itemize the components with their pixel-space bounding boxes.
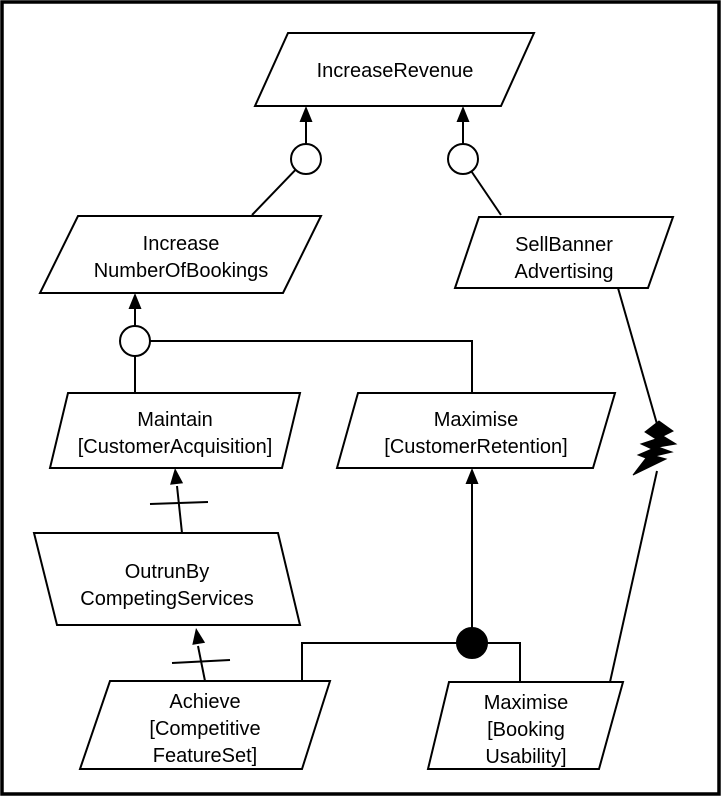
goal-label: NumberOfBookings xyxy=(93,260,269,282)
arrowhead-icon xyxy=(192,628,205,645)
edge-acquisition-retention-to-bookings xyxy=(120,293,472,393)
goal-label: FeatureSet] xyxy=(152,745,258,767)
goal-maximise-booking-usability xyxy=(428,682,623,769)
goal-label: Maximise xyxy=(483,692,569,714)
goal-label: Maintain xyxy=(137,409,213,431)
goal-label: Maximise xyxy=(433,409,519,431)
edge-line xyxy=(472,172,502,216)
goal-label: Advertising xyxy=(514,261,614,283)
or-refinement-circle-icon xyxy=(291,144,321,174)
edge-line xyxy=(177,486,182,533)
edge-bookings-to-revenue xyxy=(252,106,321,215)
arrowhead-icon xyxy=(170,468,183,485)
edge-line xyxy=(610,471,657,682)
goal-label: IncreaseRevenue xyxy=(316,60,474,82)
goal-label: [CustomerAcquisition] xyxy=(77,436,273,458)
obstacle-outrun-by-competing-services xyxy=(34,533,300,625)
goal-label: Increase xyxy=(142,233,220,255)
arrowhead-icon xyxy=(457,106,470,122)
conflict-advertising-usability xyxy=(610,288,676,682)
edge-line xyxy=(487,643,520,682)
obstruction-achieve-to-outrunby xyxy=(172,628,230,681)
edge-line xyxy=(302,643,457,681)
conflict-lightning-icon xyxy=(633,421,676,475)
goal-label: Achieve xyxy=(169,691,241,713)
edge-line xyxy=(618,288,657,424)
goal-label: [Booking xyxy=(487,719,565,741)
goal-increase-revenue xyxy=(255,33,534,106)
goal-label: SellBanner xyxy=(515,234,613,256)
and-refinement-junction xyxy=(302,468,520,682)
goal-increase-number-of-bookings xyxy=(40,216,321,293)
arrowhead-icon xyxy=(129,293,142,309)
goal-sell-banner-advertising xyxy=(455,217,673,288)
goal-maintain-customer-acquisition xyxy=(50,393,300,468)
edge-advertising-to-revenue xyxy=(448,106,501,215)
goal-achieve-competitive-feature-set xyxy=(80,681,330,769)
goal-label: [CustomerRetention] xyxy=(384,436,568,458)
obstacle-label: OutrunBy xyxy=(124,561,210,583)
obstruction-cross-bar xyxy=(150,502,208,504)
edge-line xyxy=(252,170,296,215)
goal-label: Usability] xyxy=(485,746,567,768)
arrowhead-icon xyxy=(300,106,313,122)
goal-maximise-customer-retention xyxy=(337,393,615,468)
obstacle-label: CompetingServices xyxy=(80,588,254,610)
or-refinement-circle-icon xyxy=(448,144,478,174)
edge-line xyxy=(198,646,205,681)
goal-label: [Competitive xyxy=(149,718,261,740)
edge-line xyxy=(150,341,472,393)
arrowhead-icon xyxy=(466,468,479,484)
and-junction-dot-icon xyxy=(457,628,488,659)
or-refinement-circle-icon xyxy=(120,326,150,356)
obstruction-outrunby-to-maintain xyxy=(150,468,208,533)
